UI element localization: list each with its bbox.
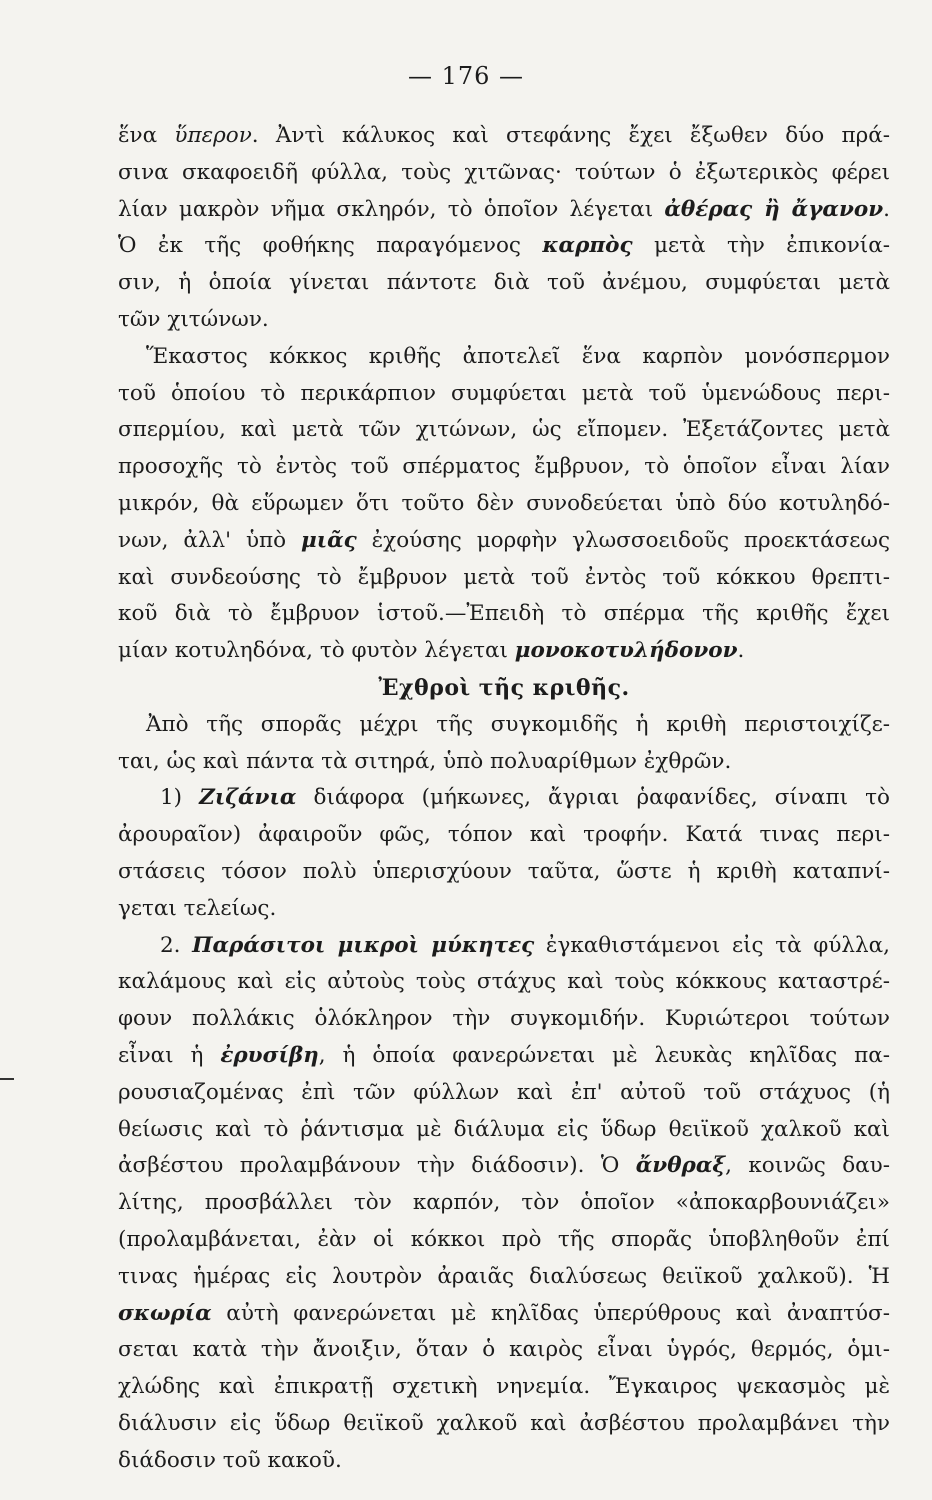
text-line: καὶ συνδεούσης τὸ ἔμβρυον μετὰ τοῦ ἐντὸς τοῦ κόκκου θρεπτι- xyxy=(118,564,890,590)
text-line: σκωρία αὐτὴ φανερώνεται μὲ κηλῖδας ὑπερύθρους καὶ ἀναπτύσ- xyxy=(118,1300,890,1326)
text-line: γεται τελείως. xyxy=(118,895,277,921)
term-monokotylidonon: μονοκοτυλήδονον xyxy=(514,638,738,664)
item-number: 1) xyxy=(160,785,200,811)
text-line: σεται κατὰ τὴν ἄνοιξιν, ὅταν ὁ καιρὸς εἶναι ὑγρός, θερμός, ὁμι- xyxy=(118,1337,890,1363)
text-line: προσοχῆς τὸ ἐντὸς τοῦ σπέρματος ἔμβρυον, τὸ ὁποῖον εἶναι λίαν xyxy=(118,454,890,480)
page-number: — 176 — xyxy=(407,62,525,90)
text-line: ται, ὡς καὶ πάντα τὰ σιτηρά, ὑπὸ πολυαρίθμων ἐχθρῶν. xyxy=(118,748,732,774)
text-line: χλώδης καὶ ἐπικρατῇ σχετικὴ νηνεμία. Ἔγκαιρος ψεκασμὸς μὲ xyxy=(118,1374,890,1400)
list-item-weeds xyxy=(118,780,890,927)
list-item-fungi xyxy=(118,928,890,1480)
text-line: σπερμίου, καὶ μετὰ τῶν χιτώνων, ὡς εἴπομεν. Ἐξετάζοντες μετὰ xyxy=(118,417,890,443)
text-line: κοῦ διὰ τὸ ἔμβρυον ἱστοῦ.—Ἐπειδὴ τὸ σπέρμα τῆς κριθῆς ἔχει xyxy=(118,601,890,627)
term-mias: μιᾶς xyxy=(300,527,357,553)
text-line: Ὁ ἐκ τῆς φοθήκης παραγόμενος καρπὸς μετὰ τὴν ἐπικονία- xyxy=(118,233,890,259)
text-line: (προλαμβάνεται, ἐὰν οἱ κόκκοι πρὸ τῆς σπορᾶς ὑποβληθοῦν ἐπί xyxy=(118,1226,890,1252)
section-heading: Ἐχθροὶ τῆς κριθῆς. xyxy=(378,674,630,701)
text-line: 2. Παράσιτοι μικροὶ μύκητες ἐγκαθιστάμενοι εἰς τὰ φύλλα, xyxy=(160,932,890,958)
item-number: 2. xyxy=(160,932,193,958)
text-line: θείωσις καὶ τὸ ῥάντισμα μὲ διάλυμα εἰς ὕδωρ θειϊκοῦ χαλκοῦ καὶ xyxy=(118,1116,890,1142)
text-line: φουν πολλάκις ὁλόκληρον τὴν συγκομιδήν. Κυριώτεροι τούτων xyxy=(118,1006,890,1032)
term-atheras: ἀθέρας ἢ ἄγανον xyxy=(664,196,884,222)
paragraph-enemies-intro xyxy=(118,707,890,781)
text-line: Ἕκαστος κόκκος κριθῆς ἀποτελεῖ ἕνα καρπὸν μονόσπερμον xyxy=(146,343,890,369)
text-line: διάλυσιν εἰς ὕδωρ θειϊκοῦ χαλκοῦ καὶ ἀσβέστου προλαμβάνει τὴν xyxy=(118,1410,890,1436)
term-anthrax: ἄνθραξ xyxy=(635,1153,726,1179)
term-skoria: σκωρία xyxy=(118,1300,212,1326)
text-line: εἶναι ἡ ἐρυσίβη, ἡ ὁποία φανερώνεται μὲ λευκὰς κηλῖδας πα- xyxy=(118,1042,890,1068)
text-line: σινα σκαφοειδῆ φύλλα, τοὺς χιτῶνας· τούτων ὁ ἐξωτερικὸς φέρει xyxy=(118,159,890,185)
page-body-text xyxy=(118,118,890,1479)
text-line: λίαν μακρὸν νῆμα σκληρόν, τὸ ὁποῖον λέγεται ἀθέρας ἢ ἄγανον. xyxy=(118,196,890,222)
paragraph-grain-structure xyxy=(118,339,890,670)
text-line: λίτης, προσβάλλει τὸν καρπόν, τὸν ὁποῖον «ἀποκαρβουνιάζει» xyxy=(118,1190,890,1216)
text-line: διάδοσιν τοῦ κακοῦ. xyxy=(118,1447,342,1473)
text-line: μίαν κοτυληδόνα, τὸ φυτὸν λέγεται μονοκοτυλήδονον. xyxy=(118,638,745,664)
text-line: νων, ἀλλ' ὑπὸ μιᾶς ἐχούσης μορφὴν γλωσσοειδοῦς προεκτάσεως xyxy=(118,527,890,553)
text-line: σιν, ἡ ὁποία γίνεται πάντοτε διὰ τοῦ ἀνέμου, συμφύεται μετὰ xyxy=(118,270,890,296)
term-parasitoi-mykites: Παράσιτοι μικροὶ μύκητες xyxy=(192,932,535,958)
term-hyperon: ὕπερον xyxy=(174,123,252,148)
text-line: 1) Ζιζάνια διάφορα (μήκωνες, ἄγριαι ῥαφανίδες, σίναπι τὸ xyxy=(160,785,890,811)
text-line: Ἀπὸ τῆς σπορᾶς μέχρι τῆς συγκομιδῆς ἡ κριθὴ περιστοιχίζε- xyxy=(146,711,890,737)
text-line: τινας ἡμέρας εἰς λουτρὸν ἀραιᾶς διαλύσεως θειϊκοῦ χαλκοῦ). Ἡ xyxy=(118,1263,890,1289)
term-zizania: Ζιζάνια xyxy=(199,785,297,811)
text-line: ρουσιαζομένας ἐπὶ τῶν φύλλων καὶ ἐπ' αὐτοῦ τοῦ στάχυος (ἡ xyxy=(118,1079,890,1105)
text-line: τοῦ ὁποίου τὸ περικάρπιον συμφύεται μετὰ τοῦ ὑμενώδους περι- xyxy=(118,380,890,406)
term-karpos: καρπὸς xyxy=(542,233,633,259)
text-line: μικρόν, θὰ εὕρωμεν ὅτι τοῦτο δὲν συνοδεύεται ὑπὸ δύο κοτυληδό- xyxy=(118,490,890,516)
term-erysivi: ἐρυσίβη xyxy=(220,1042,319,1068)
text-line: στάσεις τόσον πολὺ ὑπερισχύουν ταῦτα, ὥστε ἡ κριθὴ καταπνί- xyxy=(118,858,890,884)
text-line: τῶν χιτώνων. xyxy=(118,306,269,332)
text-line: καλάμους καὶ εἰς αὐτοὺς τοὺς στάχυς καὶ τοὺς κόκκους καταστρέ- xyxy=(118,969,890,995)
paragraph-flower-structure xyxy=(118,118,890,339)
text-line: ἕνα ὕπερον. Ἀντὶ κάλυκος καὶ στεφάνης ἔχει ἔξωθεν δύο πρά- xyxy=(118,123,890,148)
text-line: ἀσβέστου προλαμβάνουν τὴν διάδοσιν). Ὁ ἄνθραξ, κοινῶς δαυ- xyxy=(118,1153,890,1179)
text-line: ἀρουραῖον) ἀφαιροῦν φῶς, τόπον καὶ τροφήν. Κατά τινας περι- xyxy=(118,822,890,848)
margin-tick-mark xyxy=(0,1078,14,1080)
